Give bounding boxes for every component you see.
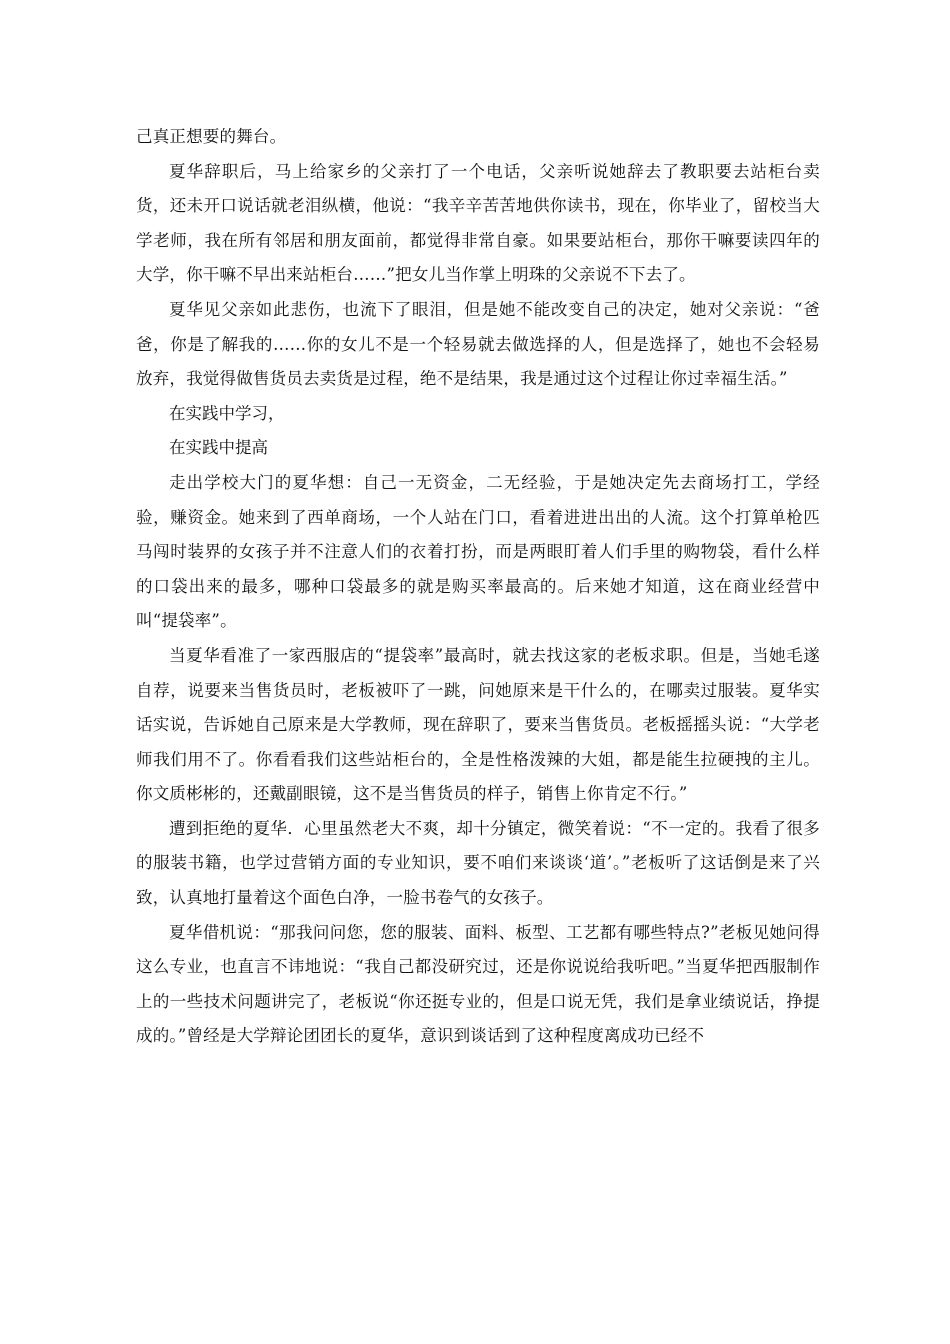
- paragraph-continuation: 己真正想要的舞台。: [136, 127, 287, 146]
- paragraph-phone-call: 夏华辞职后，马上给家乡的父亲打了一个电话，父亲听说她辞去了教职要去站柜台卖货，还未开口说话就老泪纵横，他说：“我辛辛苦苦地供你读书，现在，你毕业了，留校当大学老师，我在所有邻居和朋友面前，都觉得非常自豪。如果要站柜台，那你干嘛要读四年的大学，你干嘛不早出来站柜台……”把女儿当作掌上明珠的父亲说不下去了。: [136, 161, 820, 285]
- paragraph-rejection: 遭到拒绝的夏华．心里虽然老大不爽，却十分镇定，微笑着说：“不一定的。我看了很多的服装书籍，也学过营销方面的专业知识，要不咱们来谈谈‘道’。”老板听了这话倒是来了兴致，认真地打量着这个面色白净，一脸书卷气的女孩子。: [136, 818, 820, 908]
- section-heading-line-1: 在实践中学习，: [169, 403, 285, 423]
- paragraph-xidan-mall: 走出学校大门的夏华想：自己一无资金，二无经验，于是她决定先去商场打工，学经验，赚资金。她来到了西单商场，一个人站在门口，看着进进出出的人流。这个打算单枪匹马闯时装界的女孩子并不注意人们的衣着打扮，而是两眼盯着人们手里的购物袋，看什么样的口袋出来的最多，哪种口袋最多的就是购买率最高的。后来她才知道，这在商业经营中叫“提袋率”。: [136, 472, 820, 631]
- section-heading-line-2: 在实践中提高: [169, 438, 268, 458]
- paragraph-suit-shop: 当夏华看准了一家西服店的“提袋率”最高时，就去找这家的老板求职。但是，当她毛遂自荐，说要来当售货员时，老板被吓了一跳，问她原来是干什么的，在哪卖过服装。夏华实话实说，告诉她自己原来是大学教师，现在辞职了，要来当售货员。老板摇摇头说：“大学老师我们用不了。你看看我们这些站柜台的，全是性格泼辣的大姐，都是能生拉硬拽的主儿。你文质彬彬的，还戴副眼镜，这不是当售货员的样子，销售上你肯定不行。”: [136, 645, 820, 804]
- paragraph-conversation: 夏华借机说：“那我问问您，您的服装、面料、板型、工艺都有哪些特点?”老板见她问得这么专业，也直言不讳地说：“我自己都没研究过，还是你说说给我听吧。”当夏华把西服制作上的一些技术问题讲完了，老板说“你还挺专业的，但是口说无凭，我们是拿业绩说话，挣提成的。”曾经是大学辩论团团长的夏华，意识到谈话到了这种程度离成功已经不: [136, 922, 820, 1046]
- paragraph-father-tears: 夏华见父亲如此悲伤，也流下了眼泪，但是她不能改变自己的决定，她对父亲说：“爸爸，你是了解我的……你的女儿不是一个轻易就去做选择的人，但是选择了，她也不会轻易放弃，我觉得做售货员去卖货是过程，绝不是结果，我是通过这个过程让你过幸福生活。”: [136, 299, 820, 389]
